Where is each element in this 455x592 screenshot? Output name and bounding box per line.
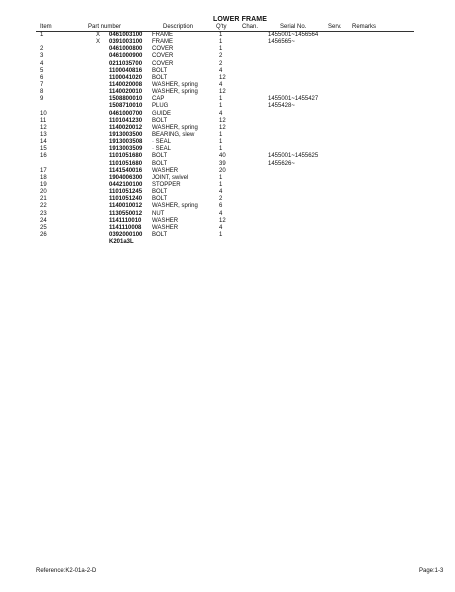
item-number: 5 [40,67,44,74]
item-number: 9 [40,96,44,103]
part-quantity: 12 [219,74,226,81]
table-row [0,182,455,189]
part-number: 1141110008 [109,224,142,231]
part-number: 0442100100 [109,181,143,188]
item-number: 7 [40,81,44,88]
part-description: WASHER [152,167,179,174]
item-number: 16 [40,153,47,160]
header-remarks: Remarks [352,24,377,30]
part-number: 0211035700 [109,60,143,67]
part-quantity: 4 [219,224,223,231]
part-number: 1130550012 [109,210,143,217]
part-number: 0461003100 [109,32,143,38]
page-title: LOWER FRAME [213,16,267,23]
part-description: WASHER, spring [152,81,198,88]
item-number: 11 [40,117,47,124]
table-row [0,196,455,203]
part-description: CAP [152,96,165,103]
table-row [0,225,455,232]
part-description: STOPPER [152,181,181,188]
header-serv: Serv. [328,24,342,30]
item-number: 15 [40,146,47,153]
part-description: BOLT [152,153,168,160]
part-number: 1101051680 [109,160,143,167]
part-description: · SEAL [152,139,172,146]
part-number: 1101041230 [109,117,143,124]
item-number: 18 [40,174,47,181]
table-row [0,39,455,46]
table-row [0,203,455,210]
part-quantity: 40 [219,153,226,160]
part-quantity: 2 [219,196,223,203]
part-quantity: 1 [219,174,223,181]
part-quantity: 1 [219,103,223,110]
part-quantity: 2 [219,60,223,67]
part-description: · SEAL [152,146,172,153]
table-row [0,68,455,75]
part-number: K201a3L [109,239,134,246]
part-description: BOLT [152,67,168,74]
table-row [0,61,455,68]
part-quantity: 1 [219,146,223,153]
part-number: 1100040816 [109,67,143,74]
table-row [0,139,455,146]
item-number: 23 [40,210,47,217]
header-description: Description [163,24,194,30]
item-number: 20 [40,189,47,196]
serial-range: 1456565~ [268,39,295,46]
part-number: 1140020008 [109,81,143,88]
part-number: 1508710010 [109,103,143,110]
table-row [0,32,455,39]
part-description: WASHER [152,224,179,231]
part-quantity: 6 [219,203,223,210]
part-quantity: 1 [219,181,223,188]
serial-range: 1455626~ [268,160,295,167]
item-number: 2 [40,46,44,53]
part-description: COVER [152,53,174,60]
part-description: FRAME [152,32,173,38]
item-number: 26 [40,231,47,238]
footer-reference: Reference:K2-01a-2-D [36,568,97,574]
item-number: 1 [40,32,44,38]
part-number: 1101051680 [109,153,143,160]
part-quantity: 1 [219,39,223,46]
item-number: 22 [40,203,47,210]
part-description: FRAME [152,39,173,46]
item-number: 6 [40,74,44,81]
table-row [0,132,455,139]
table-row [0,118,455,125]
part-number: 1100041020 [109,74,143,81]
serial-range: 1455001~1455625 [268,153,319,160]
serial-range: 1455001~1456564 [268,32,319,38]
part-quantity: 39 [219,160,226,167]
item-number: 14 [40,139,47,146]
part-number: 1140010012 [109,203,143,210]
part-quantity: 2 [219,53,223,60]
part-number: 1913003508 [109,139,143,146]
part-quantity: 1 [219,139,223,146]
part-number: 1913003509 [109,146,143,153]
item-number: 8 [40,89,44,96]
part-description: WASHER, spring [152,203,198,210]
part-description: BOLT [152,196,168,203]
table-row [0,168,455,175]
header-serial: Serial No. [280,24,307,30]
part-description: JOINT, swivel [152,174,189,181]
table-row [0,239,455,246]
part-description: BOLT [152,117,168,124]
table-row [0,53,455,60]
part-number: 0392000100 [109,231,143,238]
part-description: WASHER, spring [152,89,198,96]
part-number: 1140020012 [109,124,143,131]
part-number: 1141540016 [109,167,143,174]
table-row [0,96,455,103]
header-part-number: Part number [88,24,122,30]
table-row [0,175,455,182]
part-description: BOLT [152,160,168,167]
table-row [0,232,455,239]
table-row [0,82,455,89]
part-description: GUIDE [152,110,172,117]
item-number: 3 [40,53,44,60]
serial-range: 1455428~ [268,103,295,110]
part-description: WASHER [152,217,179,224]
table-row [0,89,455,96]
item-number: 12 [40,124,47,131]
part-quantity: 4 [219,81,223,88]
header-qty: Q'ty [216,24,227,30]
table-row [0,189,455,196]
part-number: 1508800010 [109,96,143,103]
part-description: BOLT [152,74,168,81]
part-number: 1140020010 [109,89,143,96]
table-row [0,218,455,225]
table-row [0,153,455,160]
part-number: 1141110010 [109,217,142,224]
footer-page-number: Page:1-3 [419,568,444,574]
table-row [0,103,455,110]
table-row [0,125,455,132]
part-quantity: 4 [219,110,223,117]
item-number: 13 [40,131,47,138]
part-quantity: 12 [219,117,226,124]
part-quantity: 1 [219,131,223,138]
part-quantity: 1 [219,231,223,238]
part-number: 0461000700 [109,110,143,117]
header-chan: Chan. [242,24,259,30]
header-item: Item [40,24,52,30]
part-description: NUT [152,210,165,217]
part-number: 1101051240 [109,196,143,203]
table-row [0,111,455,118]
table-row [0,211,455,218]
table-row [0,146,455,153]
part-quantity: 12 [219,217,226,224]
table-row [0,161,455,168]
part-quantity: 4 [219,210,223,217]
item-number: 10 [40,110,47,117]
item-number: 24 [40,217,47,224]
table-row [0,75,455,82]
part-quantity: 12 [219,89,226,96]
item-number: 25 [40,224,47,231]
part-quantity: 1 [219,46,223,53]
parts-table [0,32,455,246]
part-number: 0461000900 [109,53,143,60]
item-number: 4 [40,60,44,67]
part-quantity: 20 [219,167,226,174]
item-number: 17 [40,167,47,174]
part-number: 1913003500 [109,131,143,138]
serial-range: 1455001~1455427 [268,96,319,103]
part-number: 0461000800 [109,46,143,53]
part-description: COVER [152,60,174,67]
part-description: WASHER, spring [152,124,198,131]
change-mark: X [96,39,101,46]
part-quantity: 1 [219,32,223,38]
part-number: 0391003100 [109,39,143,46]
table-row [0,46,455,53]
part-description: COVER [152,46,174,53]
change-mark: X [96,32,101,38]
item-number: 21 [40,196,47,203]
part-description: PLUG [152,103,169,110]
part-number: 1101051245 [109,189,143,196]
part-quantity: 12 [219,124,226,131]
part-quantity: 4 [219,67,223,74]
part-description: BOLT [152,189,168,196]
part-description: BOLT [152,231,168,238]
part-number: 1904006300 [109,174,143,181]
part-quantity: 1 [219,96,223,103]
part-description: BEARING, slew [152,131,195,138]
item-number: 19 [40,181,47,188]
part-quantity: 4 [219,189,223,196]
